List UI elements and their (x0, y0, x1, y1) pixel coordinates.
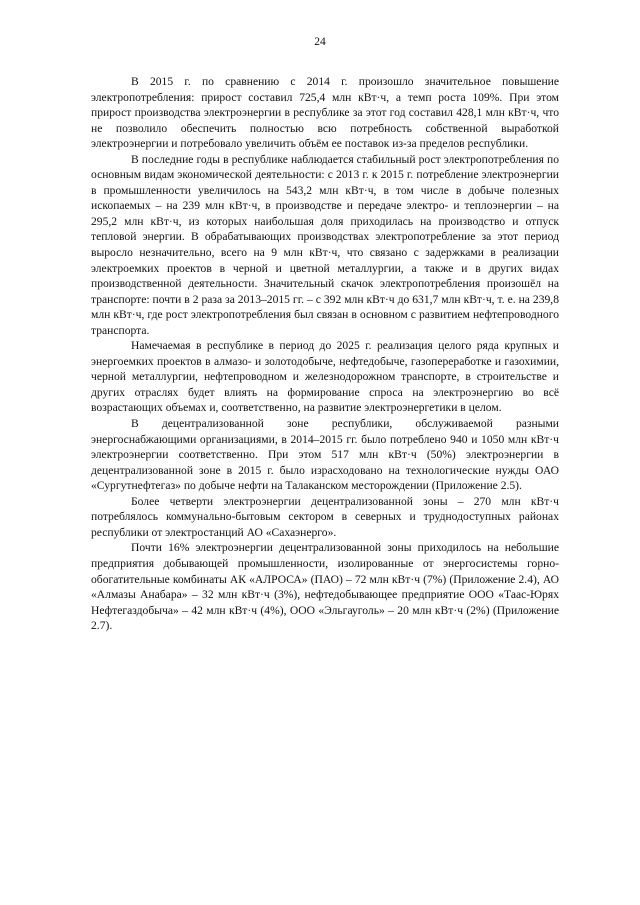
page-number: 24 (314, 36, 326, 48)
paragraph: Намечаемая в республике в период до 2025 г. реализация целого ряда крупных и энергоемких проектов в алмазо- и золотодобыче, нефтедобыче, газопереработке и газохимии, черной металлургии, нефтепроводном и железнодорожном транспорте, в строительстве и других отраслях будет влиять на формирование спроса на электроэнергию во всё возрастающих объемах и, соответственно, на развитие электроэнергетики в целом. (91, 339, 559, 415)
paragraph: Почти 16% электроэнергии децентрализованной зоны приходилось на небольшие предприятия добывающей промышленности, изолированные от энергосистемы горно-обогатительные комбинаты АК «АЛРОСА» (ПАО) – 72 млн кВт·ч (7%) (Приложение 2.4), АО «Алмазы Анабара» – 32 млн кВт·ч (3%), нефтедобывающее предприятие ООО «Таас-Юрях Нефтегаздобыча» – 42 млн кВт·ч (4%), ООО «Эльгауголь» – 20 млн кВт·ч (2%) (Приложение 2.7). (91, 541, 559, 633)
paragraph: В последние годы в республике наблюдается стабильный рост электропотребления по основным видам экономической деятельности: с 2013 г. к 2015 г. потребление электроэнергии в промышленности увеличилось на 543,2 млн кВт·ч, в том числе в добыче полезных ископаемых – на 239 млн кВт·ч, в производстве и передаче электро- и теплоэнергии – на 295,2 млн кВт·ч, из которых наибольшая доля приходилась на производство и отпуск тепловой энергии. В обрабатывающих производствах электропотребление за этот период выросло незначительно, всего на 9 млн кВт·ч, что связано с задержками в реализации электроемких проектов в черной и цветной металлургии, а также и в других видах производственной деятельности. Значительный скачок электропотребления произошёл на транспорте: почти в 2 раза за 2013–2015 гг. – с 392 млн кВт·ч до 631,7 млн кВт·ч, т. е. на 239,8 млн кВт·ч, где рост электропотребления был связан в основном с развитием нефтепроводного транспорта. (91, 152, 559, 337)
paragraph: В децентрализованной зоне республики, обслуживаемой разными энергоснабжающими организациями, в 2014–2015 гг. было потреблено 940 и 1050 млн кВт·ч электроэнергии соответственно. При этом 517 млн кВт·ч (50%) электроэнергии в децентрализованной зоне в 2015 г. было израсходовано на технологические нужды ОАО «Сургутнефтегаз» по добыче нефти на Талаканском месторождении (Приложение 2.5). (91, 417, 559, 493)
paragraph: В 2015 г. по сравнению с 2014 г. произошло значительное повышение электропотребления: прирост составил 725,4 млн кВт·ч, а темп роста 109%. При этом прирост производства электроэнергии в республике за этот год составил 428,1 млн кВт·ч, что не позволило обеспечить полностью всю потребность собственной выработкой электроэнергии и потребовало увеличить объём ее поставок из-за пределов республики. (91, 75, 559, 151)
paragraph: Более четверти электроэнергии децентрализованной зоны – 270 млн кВт·ч потреблялось коммунально-бытовым сектором в северных и труднодоступных районах республики от электростанций АО «Сахаэнерго». (91, 494, 559, 539)
document-body (91, 74, 559, 634)
